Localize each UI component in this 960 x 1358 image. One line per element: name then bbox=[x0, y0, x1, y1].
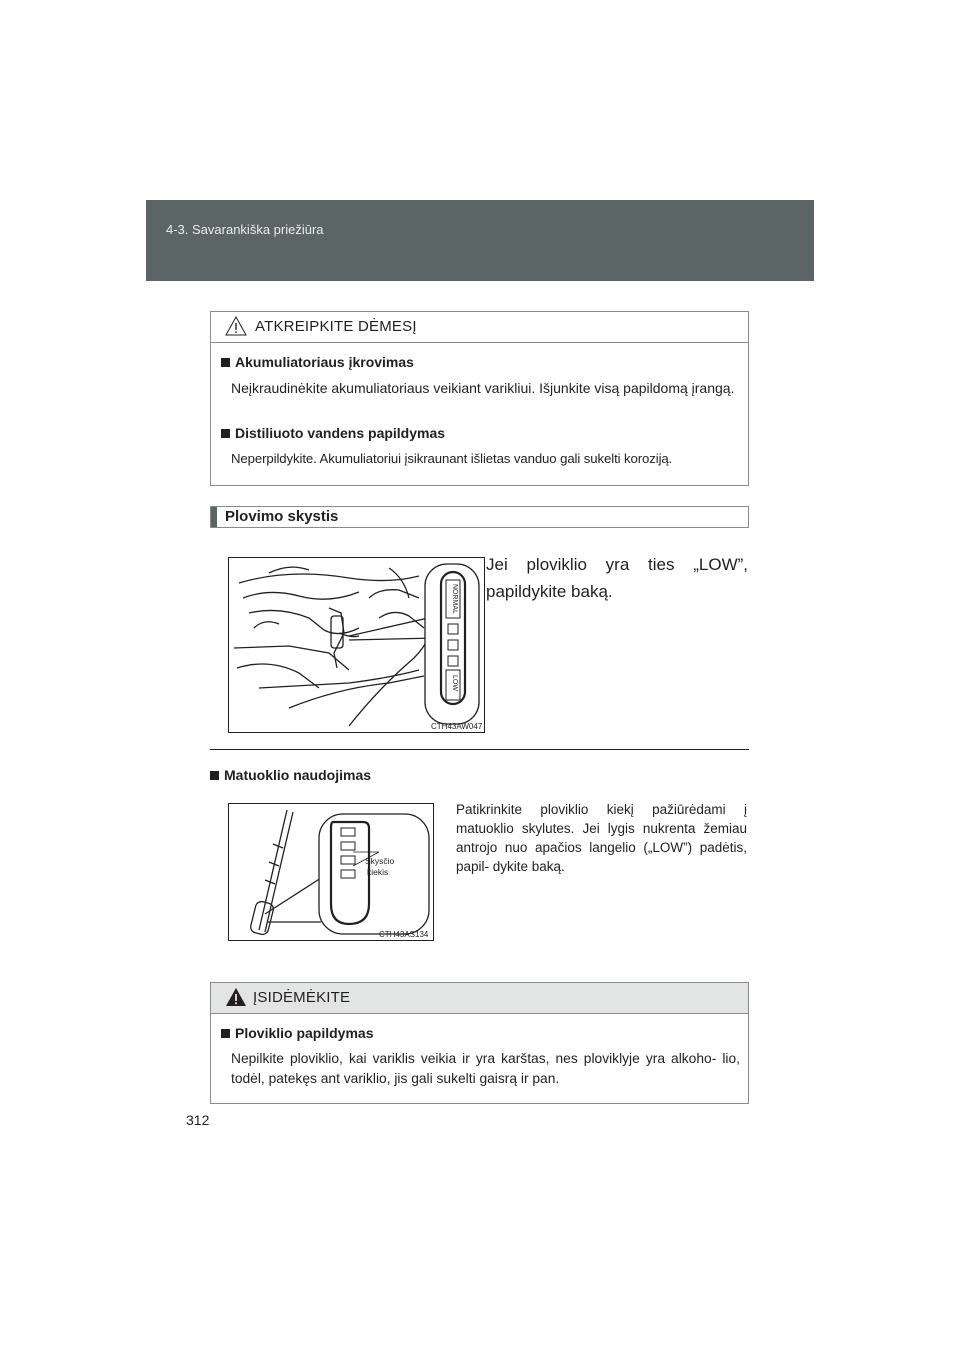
bullet-square-icon bbox=[210, 771, 219, 780]
attention-text-2: Neperpildykite. Akumuliatoriui įsikraunant išlietas vanduo gali sukelti koroziją. bbox=[231, 451, 673, 466]
fluid-level-callout-text: Skysčio bbox=[365, 856, 395, 866]
figure-code: CTH43AS134 bbox=[379, 930, 429, 939]
section-breadcrumb: 4-3. Savarankiška priežiūra bbox=[166, 222, 324, 237]
attention-header bbox=[211, 312, 748, 343]
engine-illustration bbox=[229, 558, 485, 733]
warning-filled-icon bbox=[225, 987, 247, 1007]
divider bbox=[210, 749, 749, 750]
attention-title: ATKREIPKITE DĖMESĮ bbox=[255, 318, 417, 335]
caution-title: ĮSIDĖMĖKITE bbox=[253, 989, 351, 1006]
attention-text-1: Neįkraudinėkite akumuliatoriaus veikiant varikliui. Išjunkite visą papildomą įrangą. bbox=[231, 380, 735, 396]
section-title-bar bbox=[210, 506, 749, 528]
engine-bay-figure bbox=[228, 557, 485, 733]
warning-outline-icon bbox=[225, 316, 247, 336]
dipstick-illustration bbox=[229, 804, 434, 941]
bullet-square-icon bbox=[221, 358, 230, 367]
attention-subheading-2: Distiliuoto vandens papildymas bbox=[221, 425, 445, 441]
dipstick-subheading: Matuoklio naudojimas bbox=[210, 767, 371, 783]
attention-subheading-1: Akumuliatoriaus įkrovimas bbox=[221, 354, 414, 370]
bullet-square-icon bbox=[221, 429, 230, 438]
section-header bbox=[146, 200, 814, 281]
section-title: Plovimo skystis bbox=[225, 508, 339, 525]
fluid-level-callout-line2: kiekis bbox=[367, 867, 389, 877]
intro-paragraph: Jei ploviklio yra ties „LOW”, papildykite baką. bbox=[486, 555, 748, 601]
caution-header bbox=[211, 983, 748, 1014]
caution-box bbox=[210, 982, 749, 1104]
section-accent bbox=[211, 507, 217, 527]
caution-subheading-1: Ploviklio papildymas bbox=[221, 1025, 374, 1041]
page-number: 312 bbox=[186, 1112, 210, 1128]
bullet-square-icon bbox=[221, 1029, 230, 1038]
caution-text-1: Nepilkite ploviklio, kai variklis veikia ir yra karštas, nes ploviklyje yra alkoho- lio, todėl, patekęs ant variklio, jis gali sukelti gaisrą ir pan. bbox=[231, 1051, 740, 1086]
dipstick-figure bbox=[228, 803, 434, 941]
normal-label: NORMAL bbox=[451, 584, 458, 614]
figure-code: CTH43AW047 bbox=[431, 722, 483, 731]
attention-box bbox=[210, 311, 749, 486]
dipstick-paragraph: Patikrinkite ploviklio kiekį pažiūrėdami į matuoklio skylutes. Jei lygis nukrenta žemiau antrojo nuo apačios langelio („LOW”) padėtis, papil- dykite baką. bbox=[456, 802, 747, 874]
low-label: LOW bbox=[451, 675, 458, 691]
